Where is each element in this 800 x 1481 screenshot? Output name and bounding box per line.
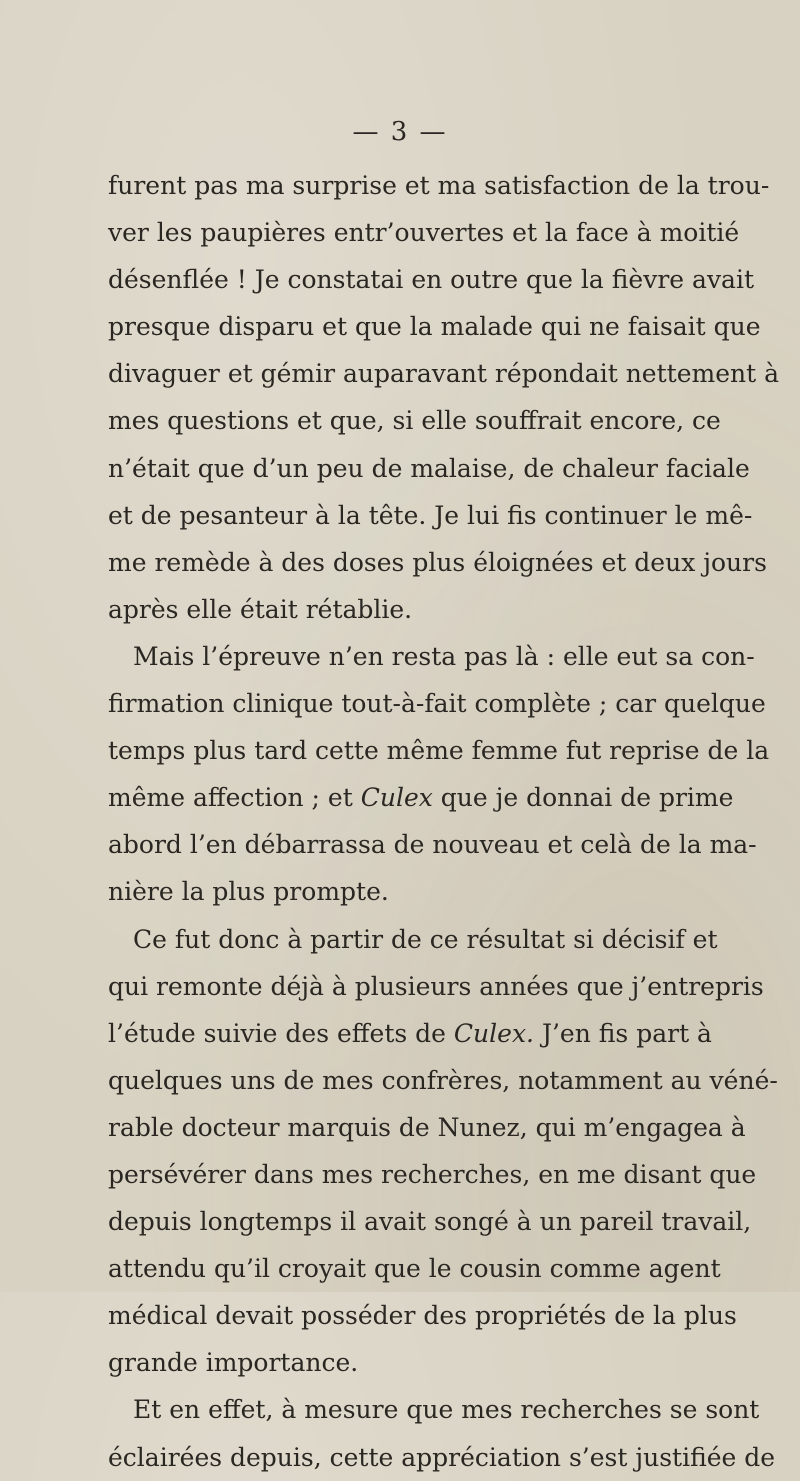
text-line [108, 492, 753, 539]
text-segment: Et en effet, à mesure que mes recherches se sont [133, 1395, 760, 1425]
text-line [108, 1339, 678, 1386]
text-line [108, 868, 678, 915]
text-segment: qui remonte déjà à plusieurs années que j’entrepris [108, 971, 764, 1001]
text-segment: me remède à des doses plus éloignées et deux jours [108, 547, 767, 577]
text-segment: rable docteur marquis de Nunez, qui m’engagea à [108, 1112, 746, 1142]
text-line [108, 350, 779, 397]
text-segment: éclairées depuis, cette appréciation s’est justifiée de [108, 1442, 776, 1472]
page-number: — 3 — [352, 117, 448, 147]
text-segment: même affection ; et [108, 783, 361, 813]
text-segment: Ce fut donc à partir de ce résultat si décisif et [133, 924, 718, 954]
text-segment: ver les paupières entr’ouvertes et la face à moitié [108, 218, 740, 248]
text-segment: J’en fis part à [534, 1018, 712, 1048]
text-line [108, 586, 678, 633]
text-line [108, 1104, 746, 1151]
text-segment: n’était que d’un peu de malaise, de chaleur faciale [108, 453, 750, 483]
text-line [108, 1010, 712, 1057]
text-line [108, 916, 718, 963]
text-line [108, 445, 750, 492]
italic-term: Culex [360, 783, 433, 813]
text-segment: presque disparu et que la malade qui ne faisait que [108, 312, 761, 342]
text-segment: attendu qu’il croyait que le cousin comme agent [108, 1254, 721, 1284]
text-segment: Mais l’épreuve n’en resta pas là : elle eut sa con- [133, 641, 755, 671]
text-line [108, 821, 757, 868]
text-segment: que je donnai de prime [432, 783, 734, 813]
text-line [108, 680, 766, 727]
text-segment: persévérer dans mes recherches, en me disant que [108, 1159, 757, 1189]
text-segment: depuis longtemps il avait songé à un pareil travail, [108, 1207, 752, 1237]
body-text [108, 162, 779, 1481]
text-segment: désenflée ! Je constatai en outre que la fièvre avait [108, 265, 755, 295]
text-line [108, 1434, 776, 1481]
text-segment: et de pesanteur à la tête. Je lui fis continuer le mê- [108, 500, 753, 530]
text-line [108, 1292, 737, 1339]
text-line [108, 963, 764, 1010]
text-line [108, 256, 755, 303]
text-line [108, 162, 770, 209]
text-segment: temps plus tard cette même femme fut reprise de la [108, 736, 770, 766]
text-segment: nière la plus prompte. [108, 877, 389, 907]
text-line [108, 1151, 757, 1198]
text-segment: après elle était rétablie. [108, 594, 413, 624]
text-segment: furent pas ma surprise et ma satisfaction de la trou- [108, 171, 770, 200]
text-segment: firmation clinique tout-à-fait complète ; car quelque [108, 689, 766, 719]
text-line [108, 1057, 778, 1104]
text-line [108, 727, 770, 774]
text-line [108, 1245, 721, 1292]
text-line [108, 1198, 752, 1245]
text-segment: grande importance. [108, 1348, 359, 1378]
italic-term: Culex. [453, 1018, 534, 1048]
text-line [108, 303, 761, 350]
text-segment: mes questions et que, si elle souffrait encore, ce [108, 406, 721, 436]
text-line [108, 209, 740, 256]
text-line [108, 1386, 760, 1433]
text-line [108, 539, 767, 586]
text-segment: abord l’en débarrassa de nouveau et celà de la ma- [108, 830, 757, 860]
text-segment: l’étude suivie des effets de [108, 1018, 454, 1048]
text-segment: divaguer et gémir auparavant répondait nettement à [108, 359, 779, 389]
text-segment: médical devait posséder des propriétés de la plus [108, 1301, 737, 1331]
text-segment: quelques uns de mes confrères, notamment au véné- [108, 1065, 778, 1095]
text-line [108, 633, 755, 680]
text-line [108, 397, 721, 444]
text-line [108, 774, 734, 821]
